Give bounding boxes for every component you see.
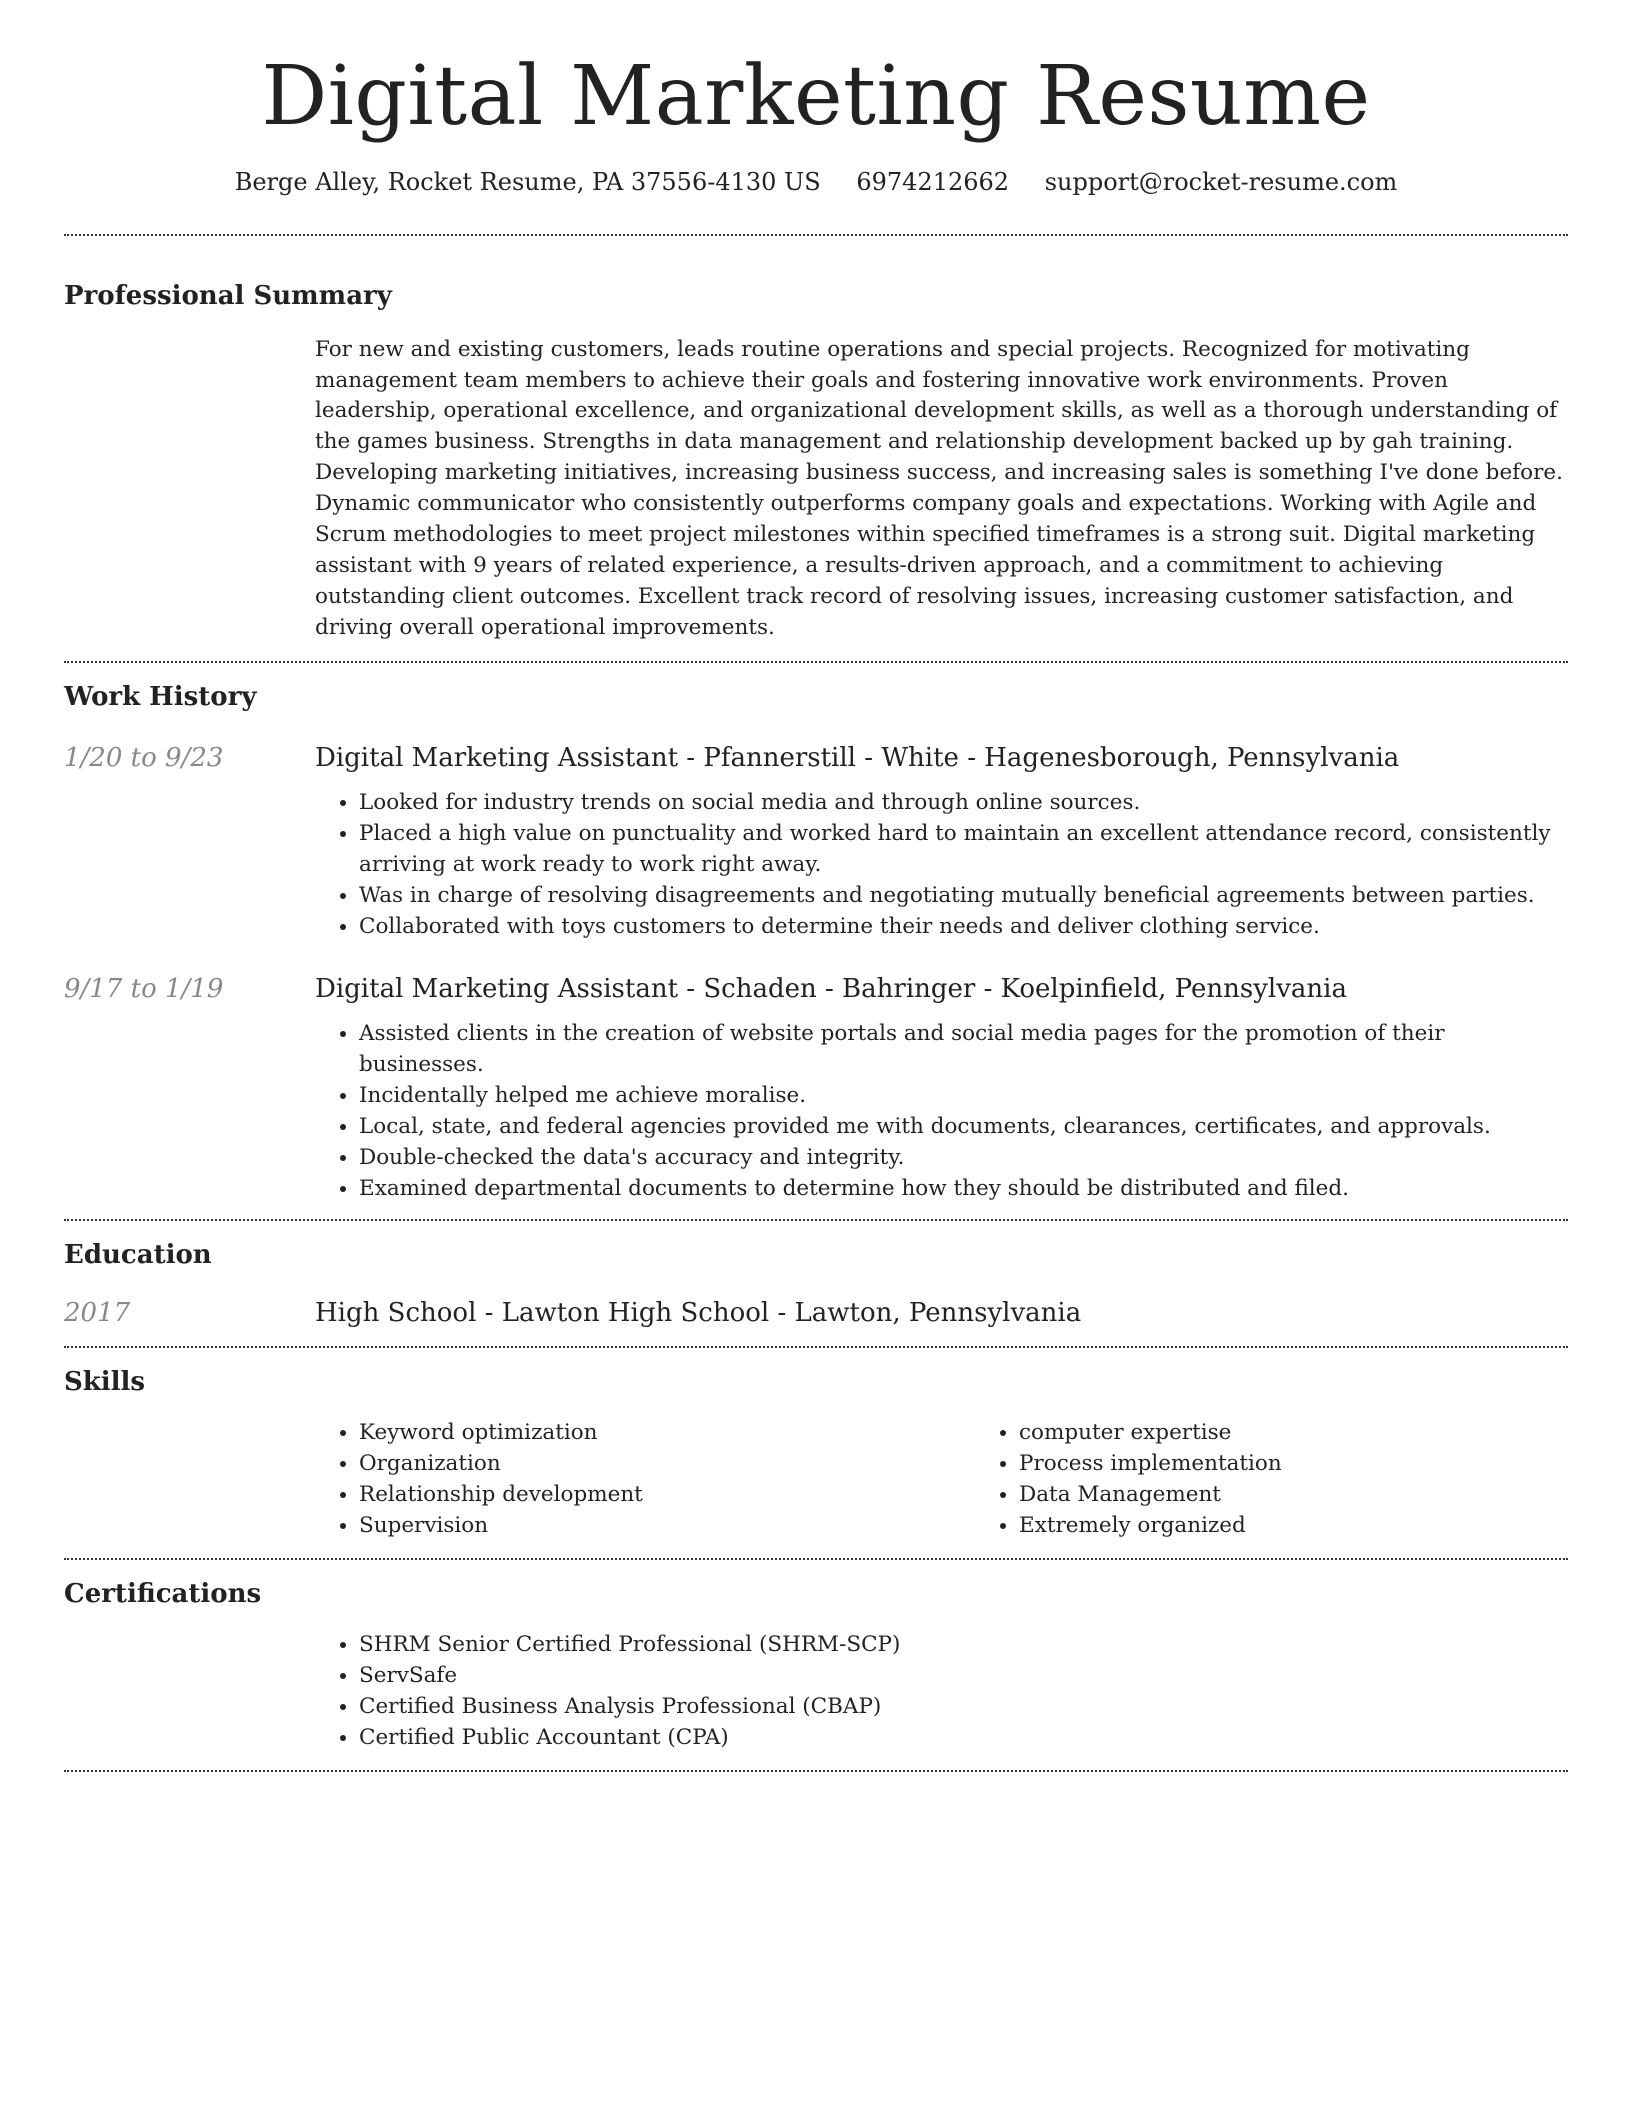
contact-line xyxy=(64,168,1568,196)
resume-title: Digital Marketing Resume xyxy=(261,49,1371,144)
job-entry xyxy=(64,971,1568,1205)
job-title: Digital Marketing Assistant - Pfannerstill - White - Hagenesborough, Pennsylvania xyxy=(315,742,1400,773)
list-item: • Local, state, and federal agencies provided me with documents, clearances, certificates, and approvals. xyxy=(359,1112,1568,1143)
job-bullets xyxy=(315,1019,1568,1205)
list-item: • Looked for industry trends on social media and through online sources. xyxy=(359,788,1568,819)
list-item: • Double-checked the data's accuracy and integrity. xyxy=(359,1143,1568,1174)
list-item: • Incidentally helped me achieve moralise. xyxy=(359,1081,1568,1112)
summary-text: For new and existing customers, leads routine operations and special projects. Recognized for motivating management team members to achieve their goals and fostering innovative work environments. Proven leadership, operational excellence, and organizational development skills, as well as a thorough understanding of the games business. Strengths in data management and relationship development backed up by gah training. Developing marketing initiatives, increasing business success, and increasing sales is something I've done before. Dynamic communicator who consistently outperforms company goals and expectations. Working with Agile and Scrum methodologies to meet project milestones within specified timeframes is a strong suit. Digital marketing assistant with 9 years of related experience, a results-driven approach, and a commitment to achieving outstanding client outcomes. Excellent track record of resolving issues, increasing customer satisfaction, and driving overall operational improvements. xyxy=(315,336,1563,641)
resume-header xyxy=(64,0,1568,196)
skill-item: • Keyword optimization xyxy=(359,1418,975,1449)
summary-heading: Professional Summary xyxy=(64,281,392,312)
phone: 6974212662 xyxy=(856,168,1010,197)
list-item: • Placed a high value on punctuality and worked hard to maintain an excellent attendance record, consistently arriving at work ready to work right away. xyxy=(359,819,1568,881)
skills-column-right xyxy=(975,1418,1632,1542)
skill-item: • Relationship development xyxy=(359,1480,975,1511)
certifications-list xyxy=(315,1630,1568,1754)
skill-item: • Extremely organized xyxy=(1019,1511,1632,1542)
education-entry xyxy=(64,1295,1568,1331)
certifications-section xyxy=(64,1560,1568,1770)
skill-item: • Organization xyxy=(359,1449,975,1480)
job-title: Digital Marketing Assistant - Schaden - Bahringer - Koelpinfield, Pennsylvania xyxy=(315,973,1347,1004)
skill-item: • Data Management xyxy=(1019,1480,1632,1511)
summary-section xyxy=(64,236,1568,661)
certification-item: • ServSafe xyxy=(359,1661,1568,1692)
skill-item: • Supervision xyxy=(359,1511,975,1542)
list-item: • Examined departmental documents to determine how they should be distributed and filed. xyxy=(359,1174,1568,1205)
list-item: • Was in charge of resolving disagreements and negotiating mutually beneficial agreements between parties. xyxy=(359,881,1568,912)
certification-item: • Certified Business Analysis Professional (CBAP) xyxy=(359,1692,1568,1723)
email: support@rocket-resume.com xyxy=(1044,168,1398,197)
education-year: 2017 xyxy=(64,1298,131,1329)
certification-item: • SHRM Senior Certified Professional (SHRM-SCP) xyxy=(359,1630,1568,1661)
education-detail: High School - Lawton High School - Lawton, Pennsylvania xyxy=(315,1298,1082,1329)
skills-column-left xyxy=(315,1418,975,1542)
job-dates: 1/20 to 9/23 xyxy=(64,742,224,773)
skills-grid xyxy=(315,1418,1632,1542)
skills-heading: Skills xyxy=(64,1366,146,1397)
job-bullets xyxy=(315,788,1568,943)
skills-section xyxy=(64,1348,1568,1558)
skill-item: • Process implementation xyxy=(1019,1449,1632,1480)
job-entry xyxy=(64,740,1568,943)
list-item: • Assisted clients in the creation of website portals and social media pages for the promotion of their businesses. xyxy=(359,1019,1568,1081)
certifications-heading: Certifications xyxy=(64,1578,262,1609)
work-heading: Work History xyxy=(64,682,257,713)
work-section xyxy=(64,663,1568,1219)
certification-item: • Certified Public Accountant (CPA) xyxy=(359,1723,1568,1754)
job-dates: 9/17 to 1/19 xyxy=(64,973,224,1004)
list-item: • Collaborated with toys customers to determine their needs and deliver clothing service. xyxy=(359,912,1568,943)
address: Berge Alley, Rocket Resume, PA 37556-4130 US xyxy=(234,168,821,197)
education-section xyxy=(64,1221,1568,1332)
divider xyxy=(64,1770,1568,1772)
skill-item: • computer expertise xyxy=(1019,1418,1632,1449)
education-heading: Education xyxy=(64,1239,212,1270)
